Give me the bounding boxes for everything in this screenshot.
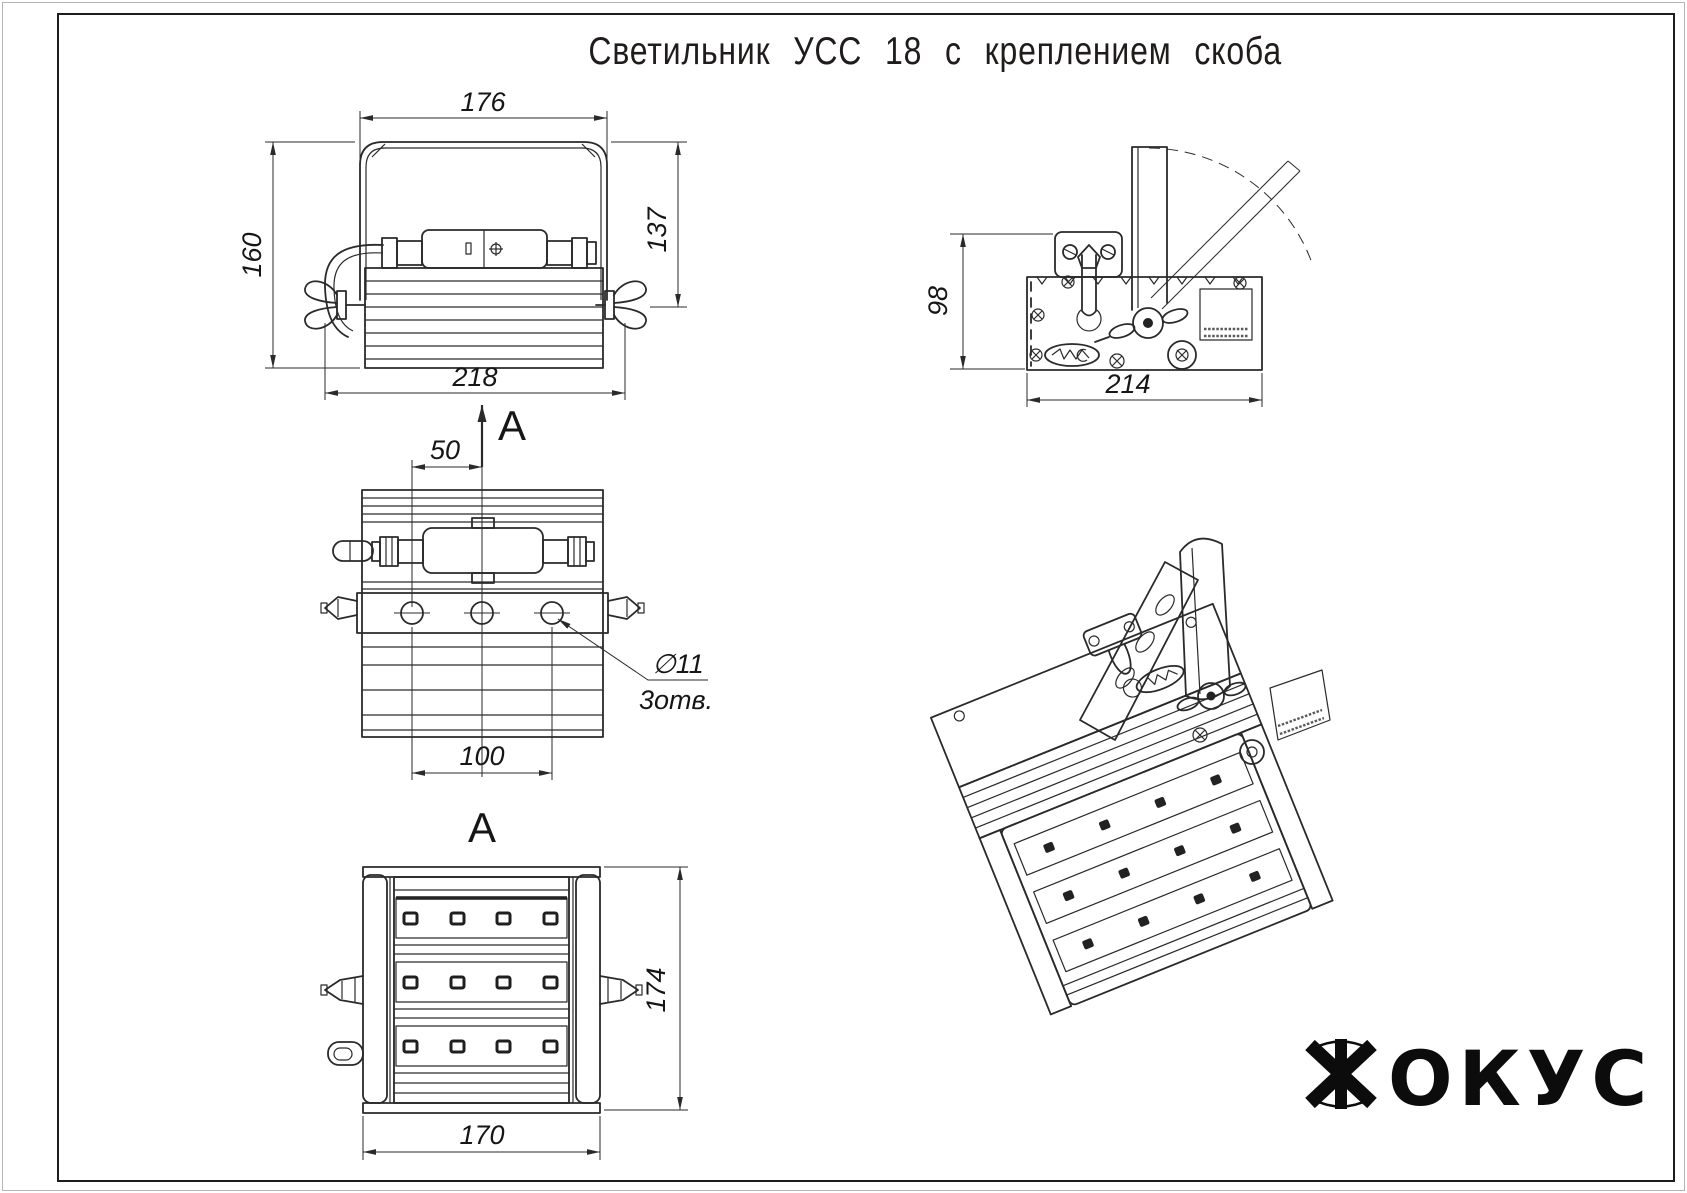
front-driver-box bbox=[382, 230, 596, 268]
side-bracket bbox=[1132, 147, 1312, 310]
bottom-dim-width bbox=[363, 1116, 600, 1160]
top-view bbox=[280, 385, 720, 815]
bottom-clip-lower-left bbox=[328, 1042, 363, 1065]
side-label bbox=[1200, 289, 1252, 340]
side-screw-big bbox=[1168, 341, 1196, 369]
brand-logo-text: ОКУС bbox=[1388, 1034, 1654, 1123]
fine-print-line bbox=[1278, 710, 1322, 726]
dim-side-width: 214 bbox=[1105, 369, 1151, 399]
dim-bottom-height: 174 bbox=[641, 967, 671, 1013]
side-pivot bbox=[1095, 306, 1189, 342]
iso-label bbox=[1270, 670, 1330, 740]
fokus-mark-icon bbox=[1310, 1039, 1372, 1109]
bottom-leds bbox=[404, 913, 557, 1052]
iso-body bbox=[923, 583, 1333, 1014]
dim-front-width-bottom: 218 bbox=[452, 362, 498, 392]
iso-screw-small-cross bbox=[1195, 730, 1205, 740]
front-wing-nut-left bbox=[305, 281, 365, 328]
dim-top-hole-offset: 50 bbox=[429, 435, 461, 465]
bottom-dim-height bbox=[604, 867, 688, 1110]
bottom-body bbox=[363, 867, 600, 1113]
front-body bbox=[365, 268, 603, 368]
dim-front-height-left: 160 bbox=[237, 232, 267, 278]
side-dim-width bbox=[1027, 369, 1262, 407]
fine-print-line bbox=[1280, 718, 1324, 734]
drawing-title: Светильник УСС 18 с креплением скоба bbox=[588, 30, 1282, 73]
bottom-clip-left bbox=[321, 976, 363, 1004]
bottom-led-strips bbox=[394, 898, 569, 1083]
top-cable-loop bbox=[333, 541, 373, 561]
bottom-clip-right bbox=[600, 976, 642, 1004]
iso-logo-oval bbox=[1133, 660, 1187, 697]
view-label-bottom: A bbox=[468, 804, 497, 851]
side-logo-oval bbox=[1045, 344, 1099, 366]
side-view bbox=[850, 105, 1360, 415]
dim-top-hole-span: 100 bbox=[459, 741, 505, 771]
dim-front-width-top: 176 bbox=[460, 87, 506, 117]
dim-side-height: 98 bbox=[923, 285, 953, 317]
front-bracket bbox=[360, 142, 607, 300]
section-label-top: A bbox=[498, 402, 527, 449]
front-dim-height-right bbox=[611, 142, 687, 307]
top-driver-box bbox=[372, 518, 594, 583]
side-rotation-arc bbox=[1149, 148, 1312, 263]
side-dim-height bbox=[923, 234, 1053, 369]
dim-front-height-right: 137 bbox=[642, 207, 672, 253]
side-screw-small-cross bbox=[1112, 356, 1122, 366]
hole-count-note: 3отв. bbox=[638, 685, 714, 715]
isometric-view bbox=[930, 500, 1340, 1080]
front-view bbox=[225, 87, 705, 410]
brand-logo bbox=[1300, 1033, 1675, 1123]
side-cable-clamp bbox=[1055, 232, 1122, 331]
hole-diameter-note: ∅11 bbox=[652, 649, 704, 679]
dim-bottom-width: 170 bbox=[459, 1120, 505, 1150]
bottom-view bbox=[280, 780, 720, 1180]
